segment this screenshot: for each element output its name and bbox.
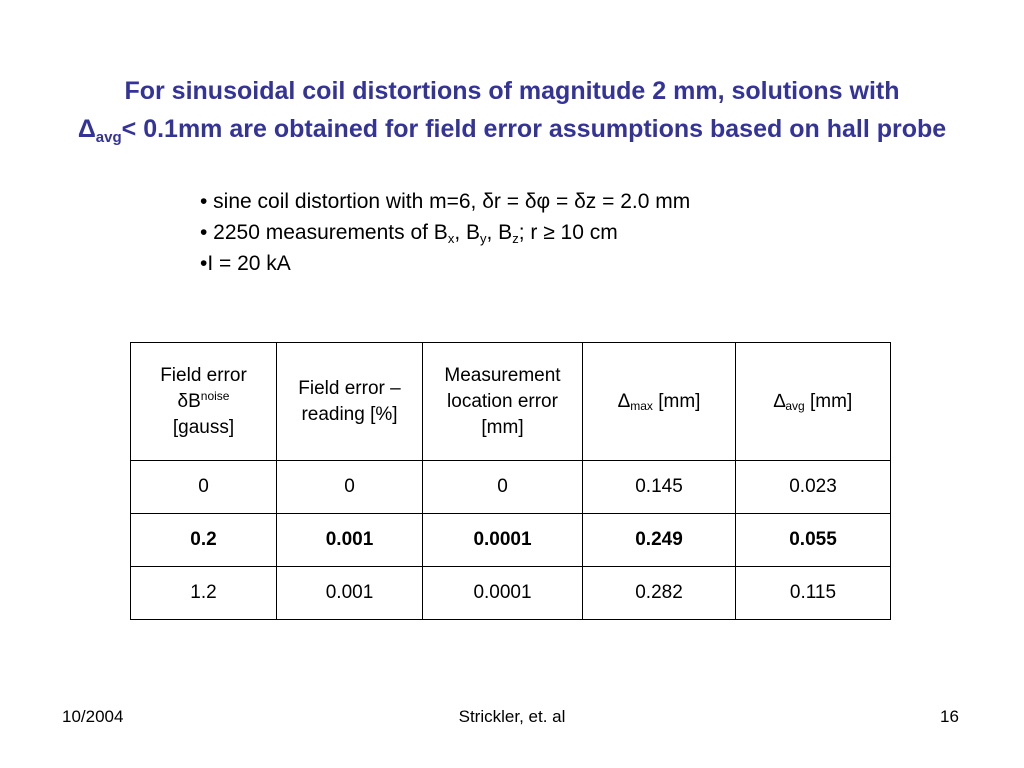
bullet-list bbox=[200, 186, 690, 279]
header-unit: [mm] bbox=[652, 390, 701, 412]
table-row bbox=[131, 567, 891, 620]
footer-date: 10/2004 bbox=[62, 707, 124, 726]
delta-symbol: Δ bbox=[77, 115, 96, 143]
table-cell: 0.023 bbox=[736, 461, 891, 514]
bullet-text: , B bbox=[454, 221, 481, 244]
bullet-text: ; r ≥ 10 cm bbox=[518, 221, 618, 244]
table-cell: 0 bbox=[277, 461, 423, 514]
max-subscript: max bbox=[630, 398, 653, 413]
avg-subscript: avg bbox=[785, 398, 805, 413]
header-field-error-noise bbox=[131, 343, 277, 461]
table-cell: 0.2 bbox=[131, 514, 277, 567]
header-unit: [mm] bbox=[804, 390, 853, 412]
title-line-2 bbox=[0, 110, 1024, 148]
subscript-y: y bbox=[480, 231, 487, 246]
bullet-item-measurements bbox=[200, 217, 690, 248]
subscript-x: x bbox=[447, 231, 455, 246]
delta-symbol: ∆ bbox=[773, 390, 786, 412]
table-cell: 1.2 bbox=[131, 567, 277, 620]
subscript-z: z bbox=[512, 231, 519, 246]
noise-superscript: noise bbox=[200, 388, 230, 403]
table-cell: 0.055 bbox=[736, 514, 891, 567]
header-delta-avg bbox=[736, 343, 891, 461]
table-cell: 0.115 bbox=[736, 567, 891, 620]
table-cell: 0.145 bbox=[583, 461, 736, 514]
avg-subscript: avg bbox=[95, 129, 122, 146]
delta-symbol: Δ bbox=[617, 390, 631, 412]
table-cell: 0.249 bbox=[583, 514, 736, 567]
header-symbol: δB bbox=[177, 390, 201, 412]
bullet-text: , B bbox=[486, 221, 513, 244]
header-text: Field error bbox=[160, 364, 247, 386]
title-line-1: For sinusoidal coil distortions of magnitude 2 mm, solutions with bbox=[124, 77, 900, 105]
bullet-item-current: •I = 20 kA bbox=[200, 252, 291, 275]
table-cell: 0.0001 bbox=[423, 514, 583, 567]
table-cell: 0.001 bbox=[277, 514, 423, 567]
table-row-highlighted bbox=[131, 514, 891, 567]
footer-author: Strickler, et. al bbox=[458, 707, 566, 726]
slide-title bbox=[0, 72, 1024, 148]
header-field-error-reading: Field error – reading [%] bbox=[277, 343, 423, 461]
table-cell: 0.282 bbox=[583, 567, 736, 620]
footer-page-number: 16 bbox=[940, 707, 959, 726]
results-table bbox=[130, 342, 891, 620]
header-measurement-location-error: Measurement location error [mm] bbox=[423, 343, 583, 461]
table-row bbox=[131, 461, 891, 514]
header-delta-max bbox=[583, 343, 736, 461]
title-line-2-text: < 0.1mm are obtained for field error assumptions based on hall probe bbox=[121, 115, 947, 143]
header-text bbox=[135, 389, 272, 415]
bullet-text: • 2250 measurements of B bbox=[200, 221, 448, 244]
table-cell: 0.001 bbox=[277, 567, 423, 620]
table-cell: 0 bbox=[131, 461, 277, 514]
table-cell: 0.0001 bbox=[423, 567, 583, 620]
bullet-item-distortion: • sine coil distortion with m=6, δr = δφ = δz = 2.0 mm bbox=[200, 190, 691, 213]
table-header-row bbox=[131, 343, 891, 461]
table-cell: 0 bbox=[423, 461, 583, 514]
header-text: [gauss] bbox=[172, 416, 235, 438]
